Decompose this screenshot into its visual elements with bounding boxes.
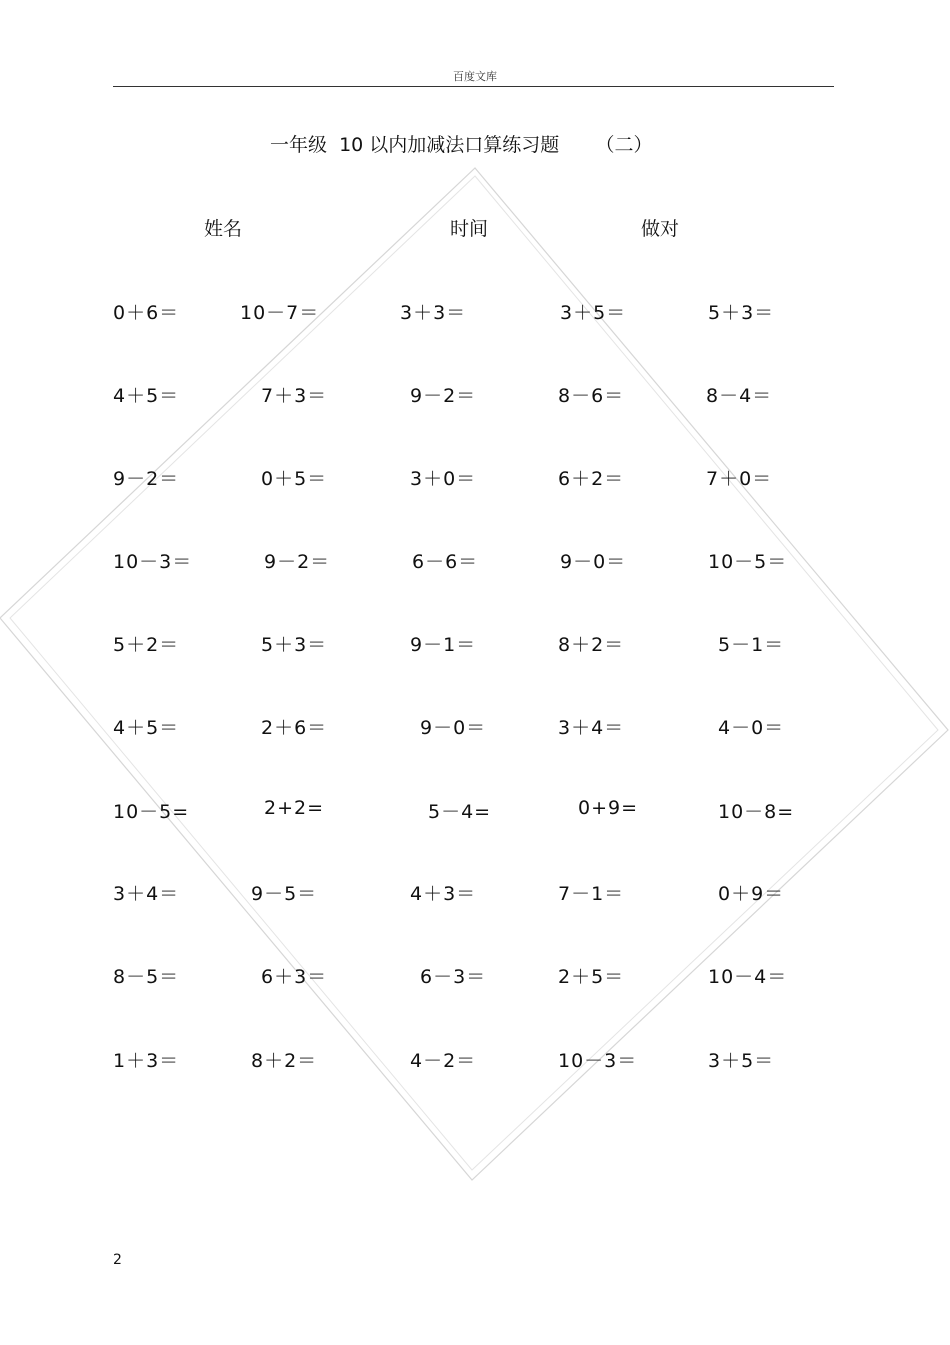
- problem-r10-c1: 1＋3＝: [113, 1050, 180, 1072]
- correct-field-label: 做对: [641, 218, 680, 240]
- header-divider: [113, 86, 834, 87]
- problem-r10-c5: 3＋5＝: [708, 1050, 775, 1072]
- problem-r1-c4: 3＋5＝: [560, 302, 627, 324]
- problem-r5-c4: 8＋2＝: [558, 634, 625, 656]
- problem-r2-c4: 8－6＝: [558, 385, 625, 407]
- problem-r7-c2: 2+2=: [264, 797, 325, 819]
- problem-r5-c3: 9－1＝: [410, 634, 477, 656]
- problem-r10-c4: 10－3＝: [558, 1050, 638, 1072]
- problem-r5-c5: 5－1＝: [718, 634, 785, 656]
- problem-r6-c4: 3＋4＝: [558, 717, 625, 739]
- header-source: 百度文库: [453, 70, 497, 83]
- page-number: 2: [113, 1252, 122, 1268]
- problem-r9-c2: 6＋3＝: [261, 966, 328, 988]
- problem-r10-c3: 4－2＝: [410, 1050, 477, 1072]
- problem-r4-c2: 9－2＝: [264, 551, 331, 573]
- problem-r4-c1: 10－3＝: [113, 551, 193, 573]
- problem-r8-c5: 0＋9＝: [718, 883, 785, 905]
- page-title: 一年级 10 以内加减法口算练习题 （二）: [270, 134, 653, 156]
- problem-r9-c4: 2＋5＝: [558, 966, 625, 988]
- problem-r3-c2: 0＋5＝: [261, 468, 328, 490]
- problem-r1-c2: 10－7＝: [240, 302, 320, 324]
- problem-r6-c3: 9－0＝: [420, 717, 487, 739]
- problem-r8-c3: 4＋3＝: [410, 883, 477, 905]
- problem-r7-c4: 0+9=: [578, 797, 639, 819]
- problem-r8-c1: 3＋4＝: [113, 883, 180, 905]
- problem-r9-c5: 10－4＝: [708, 966, 788, 988]
- problem-r2-c5: 8－4＝: [706, 385, 773, 407]
- problem-r1-c3: 3＋3＝: [400, 302, 467, 324]
- problem-r8-c2: 9－5＝: [251, 883, 318, 905]
- problem-r3-c3: 3＋0＝: [410, 468, 477, 490]
- problem-r2-c3: 9－2＝: [410, 385, 477, 407]
- problem-r6-c5: 4－0＝: [718, 717, 785, 739]
- problem-r6-c2: 2＋6＝: [261, 717, 328, 739]
- time-field-label: 时间: [450, 218, 489, 240]
- problem-r10-c2: 8＋2＝: [251, 1050, 318, 1072]
- problem-r3-c5: 7＋0＝: [706, 468, 773, 490]
- problem-r3-c1: 9－2＝: [113, 468, 180, 490]
- problem-r7-c1: 10－5=: [113, 801, 190, 823]
- problem-r9-c1: 8－5＝: [113, 966, 180, 988]
- problem-r4-c3: 6－6＝: [412, 551, 479, 573]
- problem-r2-c1: 4＋5＝: [113, 385, 180, 407]
- problem-r5-c2: 5＋3＝: [261, 634, 328, 656]
- problem-r1-c5: 5＋3＝: [708, 302, 775, 324]
- problem-r5-c1: 5＋2＝: [113, 634, 180, 656]
- problem-r7-c3: 5－4=: [428, 801, 492, 823]
- problem-r8-c4: 7－1＝: [558, 883, 625, 905]
- problem-r4-c5: 10－5＝: [708, 551, 788, 573]
- problem-r2-c2: 7＋3＝: [261, 385, 328, 407]
- problem-r1-c1: 0＋6＝: [113, 302, 180, 324]
- name-field-label: 姓名: [204, 218, 243, 240]
- problem-r4-c4: 9－0＝: [560, 551, 627, 573]
- problem-r6-c1: 4＋5＝: [113, 717, 180, 739]
- problem-r9-c3: 6－3＝: [420, 966, 487, 988]
- problem-r7-c5: 10－8=: [718, 801, 795, 823]
- problem-r3-c4: 6＋2＝: [558, 468, 625, 490]
